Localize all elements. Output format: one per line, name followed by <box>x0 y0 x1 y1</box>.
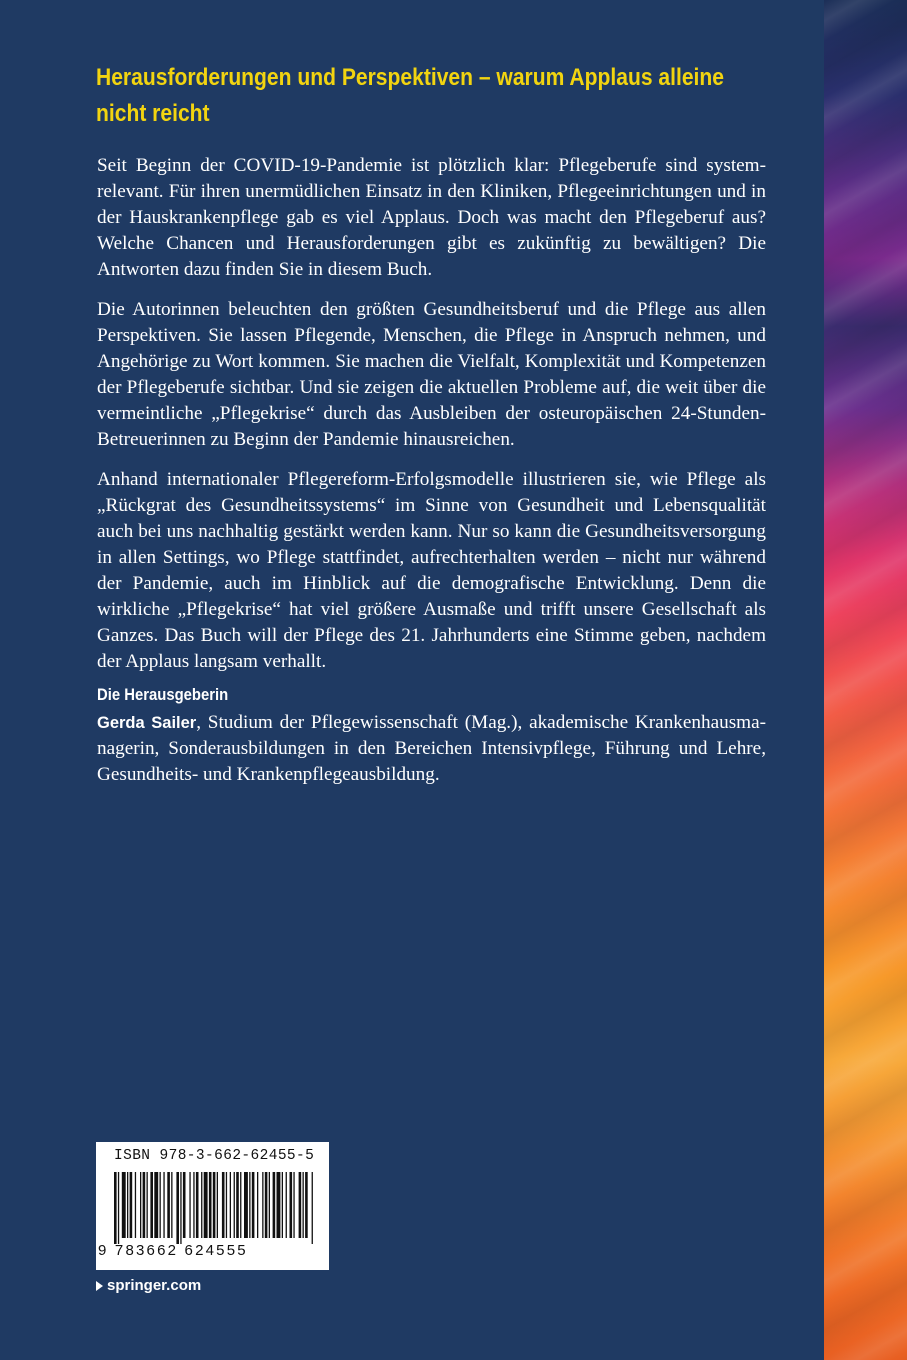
barcode-bar <box>269 1172 270 1238</box>
barcode-bar <box>150 1172 153 1238</box>
barcode-bar <box>286 1172 287 1238</box>
blurb-paragraph-1: Seit Beginn der COVID-19-Pandemie ist plötzlich klar: Pflegeberufe sind systemrelevant. Für ihren unermüdlichen Einsatz in den Kliniken, Pflegeeinrichtungen und in der Hauskrankenpflege gab es viel Applaus. Doch was macht den Pflegeberuf aus? Welche Chancen und Herausforderungen gibt es zukünftig zu bewältigen? Die Antworten dazu finden Sie in diesem Buch. <box>97 155 766 280</box>
barcode-bar <box>171 1172 172 1238</box>
barcode-bar <box>213 1172 216 1238</box>
barcode-bar <box>114 1172 117 1244</box>
headline <box>96 60 784 132</box>
barcode-bar <box>204 1172 208 1238</box>
publisher-url: springer.com <box>107 1277 202 1294</box>
editor-bio <box>97 710 766 788</box>
barcode-bar <box>176 1172 179 1244</box>
barcode-bar <box>193 1172 194 1238</box>
barcode-bar <box>122 1172 126 1238</box>
spine-artwork <box>824 0 907 1360</box>
barcode-bar <box>290 1172 293 1238</box>
editor-section <box>97 684 766 788</box>
editor-heading: Die Herausgeberin <box>97 686 229 704</box>
barcode-bar <box>293 1172 294 1238</box>
editor-bio-text: , Studium der Pflegewissenschaft (Mag.), akademische Krankenhausmanagerin, Sonderausbildungen in den Bereichen Intensivpflege, Führung und Lehre, Gesundheits- und Krankenpflegeausbildung. <box>97 712 766 785</box>
blurb-paragraph-2: Die Autorinnen beleuchten den größten Gesundheitsberuf und die Pflege aus allen Perspektiven. Sie lassen Pflegende, Menschen, die Pflege in Anspruch nehmen, und Angehörige zu Wort kommen. Sie machen die Vielfalt, Komplexität und Kompetenzen der Pflegeberufe sichtbar. Und sie zeigen die aktuellen Probleme auf, die weit über die vermeintliche „Pflegekrise“ durch das Ausbleiben der osteuropäischen 24-Stunden-Betreuerinnen zu Beginn der Pandemie hinausreichen. <box>97 299 766 450</box>
barcode-bar <box>265 1172 268 1238</box>
barcode-bar <box>273 1172 276 1238</box>
publisher-link[interactable] <box>96 1277 201 1294</box>
barcode-bar <box>277 1172 281 1238</box>
barcode-bar <box>234 1172 235 1238</box>
barcode-bar <box>127 1172 128 1238</box>
barcode-bar <box>312 1172 313 1244</box>
isbn-barcode-box <box>96 1142 329 1270</box>
barcode-bar <box>305 1172 308 1238</box>
barcode-bar <box>209 1172 212 1238</box>
barcode-bar <box>183 1172 186 1238</box>
headline-line-1: Herausforderungen und Perspektiven – warum Applaus alleine <box>96 64 724 91</box>
barcode-bar <box>189 1172 190 1238</box>
barcode-bar <box>167 1172 170 1238</box>
barcode-bar <box>160 1172 161 1238</box>
barcode-bar <box>130 1172 133 1238</box>
barcode-bar <box>222 1172 225 1238</box>
barcode-bar <box>249 1172 250 1238</box>
barcode-bar <box>262 1172 263 1238</box>
barcode-bar <box>201 1172 202 1238</box>
barcode-bar <box>140 1172 141 1238</box>
barcode-bar <box>226 1172 227 1238</box>
barcode-bar <box>163 1172 164 1238</box>
barcode-bar <box>230 1172 231 1238</box>
barcode-digits: 9 783662 624555 <box>98 1242 248 1259</box>
isbn-label: ISBN 978-3-662-62455-5 <box>114 1148 315 1164</box>
barcode-bar <box>236 1172 239 1238</box>
barcode-bar <box>154 1172 158 1238</box>
headline-line-2: nicht reicht <box>96 100 210 127</box>
barcode-bar <box>217 1172 218 1238</box>
barcode-bar <box>118 1172 119 1244</box>
barcode-bar <box>196 1172 199 1238</box>
barcode-bar <box>244 1172 248 1238</box>
barcode-bar <box>299 1172 302 1238</box>
editor-name: Gerda Sailer <box>97 714 197 732</box>
barcode-bar <box>143 1172 146 1238</box>
barcode-bar <box>303 1172 304 1238</box>
blurb <box>97 153 766 689</box>
barcode-bar <box>252 1172 255 1238</box>
barcode-bar <box>180 1172 181 1244</box>
barcode-bar <box>257 1172 258 1238</box>
barcode-bar <box>147 1172 148 1238</box>
barcode-bar <box>240 1172 241 1238</box>
blurb-paragraph-3: Anhand internationaler Pflegereform-Erfolgsmodelle illustrieren sie, wie Pflege als „Rückgrat des Gesundheitssystems“ im Sinne von Gesundheit und Lebensqualität auch bei uns nachhaltig gestärkt werden kann. Nur so kann die Gesundheitsversorgung in allen Settings, wo Pflege stattfindet, aufrechterhalten werden – nicht nur während der Pandemie, auch im Hinblick auf die demografische Entwicklung. Denn die wirkliche „Pflegekrise“ hat viel größere Ausmaße und trifft unsere Gesellschaft als Ganzes. Das Buch will der Pflege des 21. Jahrhunderts eine Stimme geben, nachdem der Applaus langsam verhallt. <box>97 469 766 672</box>
arrow-right-icon <box>96 1281 103 1291</box>
artwork-sheen <box>824 0 907 1360</box>
barcode-bar <box>135 1172 136 1238</box>
barcode-bar <box>282 1172 283 1238</box>
